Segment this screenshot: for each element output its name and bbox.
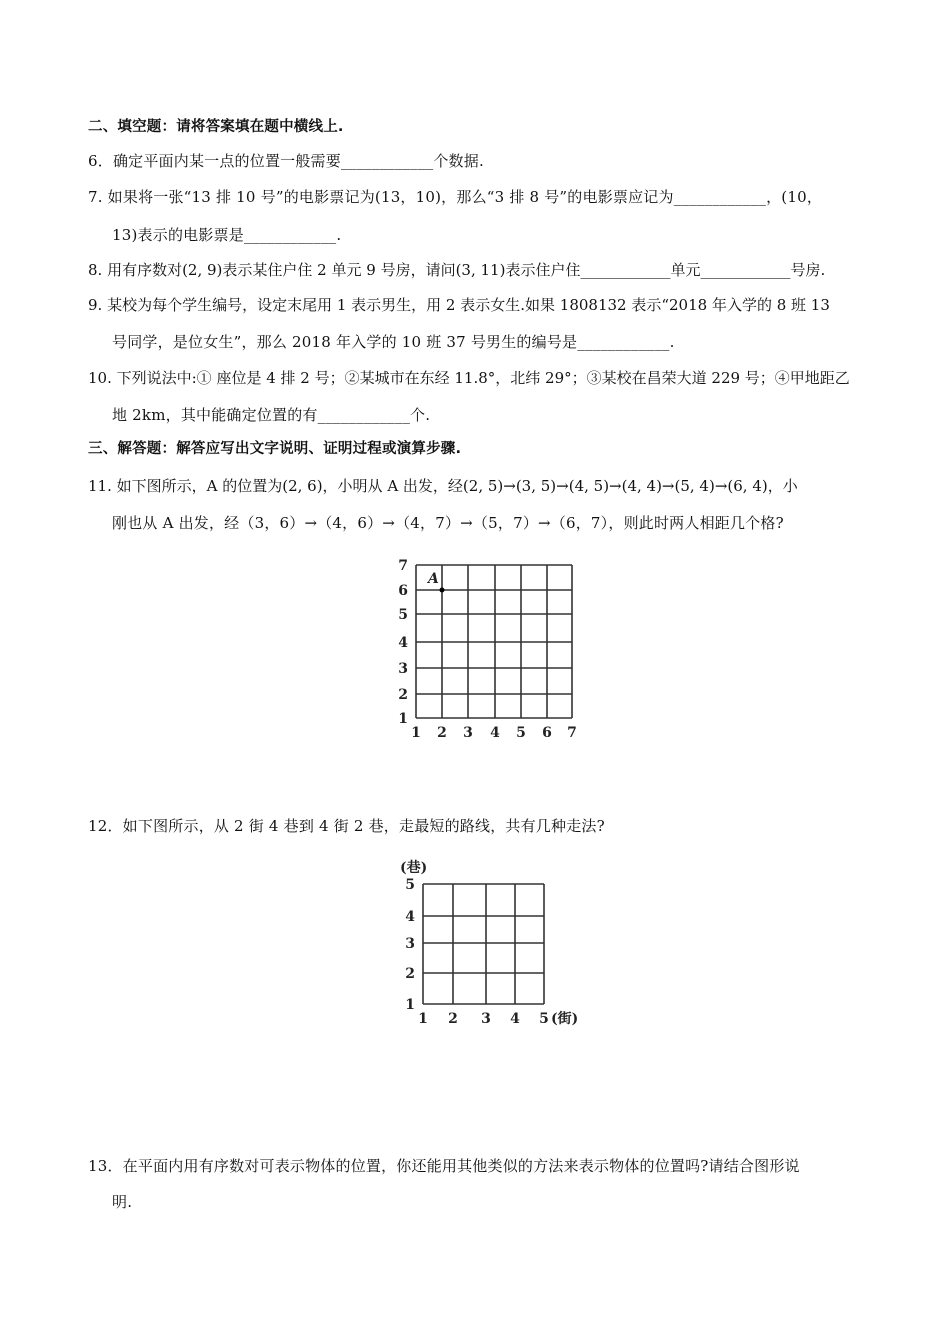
x-tick-label: 1 [411, 725, 421, 741]
question-10-line-2: 地 2km，其中能确定位置的有____________个. [112, 406, 431, 424]
question-13-line-2: 明. [112, 1193, 133, 1211]
question-13-line-1: 13．在平面内用有序数对可表示物体的位置，你还能用其他类似的方法来表示物体的位置吗?请结合图形说 [88, 1157, 800, 1175]
question-9-line-1: 9. 某校为每个学生编号，设定末尾用 1 表示男生，用 2 表示女生.如果 1808132 表示“2018 年入学的 8 班 13 [88, 296, 830, 314]
y-tick-label: 7 [398, 558, 408, 574]
y-tick-label: 3 [405, 936, 415, 952]
x-tick-label: 6 [542, 725, 552, 741]
x-tick-label: 7 [567, 725, 577, 741]
x-tick-label: 2 [437, 725, 447, 741]
section-3-heading: 三、解答题：解答应写出文字说明、证明过程或演算步骤. [88, 441, 462, 457]
question-7-line-1: 7. 如果将一张“13 排 10 号”的电影票记为(13，10)，那么“3 排 8 号”的电影票应记为____________，(10， [88, 188, 823, 206]
question-11-line-1: 11. 如下图所示，A 的位置为(2, 6)，小明从 A 出发，经(2, 5)→(3, 5)→(4, 5)→(4, 4)→(5, 4)→(6, 4)，小 [88, 477, 798, 495]
y-tick-label: 1 [405, 997, 415, 1013]
x-tick-label: 4 [490, 725, 500, 741]
x-axis-name: (街) [551, 1011, 579, 1027]
y-tick-label: 4 [405, 909, 415, 925]
y-tick-label: 2 [405, 966, 415, 982]
x-tick-label: 3 [481, 1011, 491, 1027]
x-tick-label: 3 [463, 725, 473, 741]
x-tick-label: 4 [510, 1011, 520, 1027]
section-2-heading: 二、填空题：请将答案填在题中横线上. [88, 119, 344, 135]
question-11-line-2: 刚也从 A 出发，经（3，6）→（4，6）→（4，7）→（5，7）→（6，7），则此时两人相距几个格? [112, 514, 784, 532]
question-10-line-1: 10. 下列说法中:① 座位是 4 排 2 号；②某城市在东经 11.8°，北纬 29°；③某校在昌荣大道 229 号；④甲地距乙 [88, 369, 850, 387]
y-tick-label: 2 [398, 687, 408, 703]
x-tick-label: 5 [516, 725, 526, 741]
y-tick-label: 5 [405, 877, 415, 893]
x-tick-label: 2 [448, 1011, 458, 1027]
y-tick-label: 4 [398, 635, 408, 651]
y-axis-name: (巷) [400, 860, 428, 876]
y-tick-label: 3 [398, 661, 408, 677]
question-12: 12．如下图所示，从 2 街 4 巷到 4 街 2 巷，走最短的路线，共有几种走法? [88, 817, 605, 835]
x-tick-label: 1 [418, 1011, 428, 1027]
x-tick-label: 5 [539, 1011, 549, 1027]
point-a-label: A [428, 571, 439, 587]
y-tick-label: 5 [398, 607, 408, 623]
y-tick-label: 6 [398, 583, 408, 599]
question-9-line-2: 号同学，是位女生”，那么 2018 年入学的 10 班 37 号男生的编号是____________. [112, 333, 675, 351]
y-tick-label: 1 [398, 711, 408, 727]
question-8: 8. 用有序数对(2, 9)表示某住户住 2 单元 9 号房，请问(3, 11)表示住户住____________单元____________号房. [88, 261, 826, 279]
question-6: 6．确定平面内某一点的位置一般需要____________个数据. [88, 152, 484, 170]
question-7-line-2: 13)表示的电影票是____________. [112, 226, 342, 244]
